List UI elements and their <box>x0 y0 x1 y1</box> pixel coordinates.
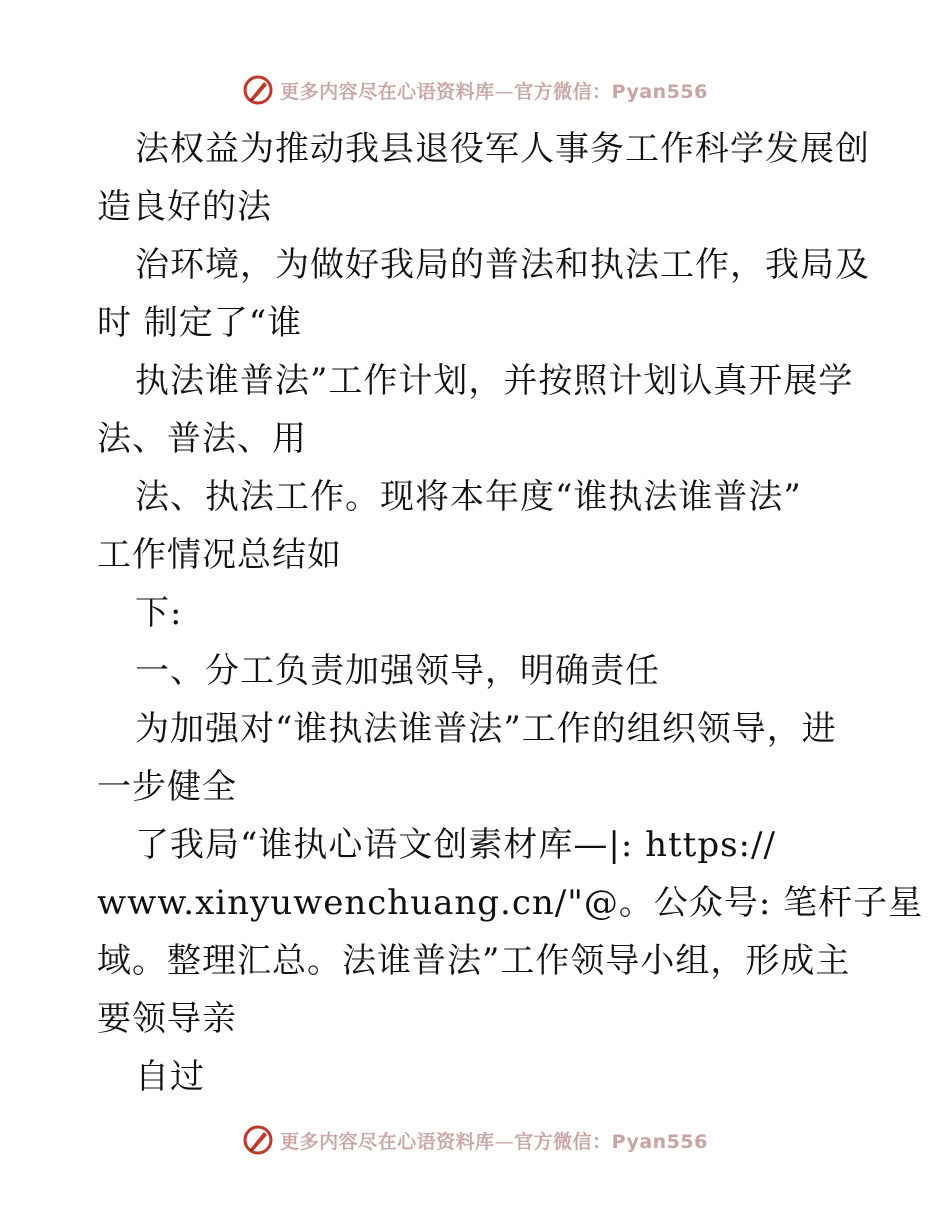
text-line: 下: <box>135 593 183 633</box>
pen-logo-icon <box>242 74 274 106</box>
text-line: 要领导亲 <box>97 999 237 1039</box>
document-body <box>97 120 924 1106</box>
text-line: 法、执法工作。现将本年度“谁执法谁普法” <box>135 477 802 517</box>
watermark-main: 更多内容尽在心语资料库 <box>280 80 495 103</box>
text-line: 为加强对“谁执法谁普法”工作的组织领导，进 <box>135 709 837 749</box>
text-line: 法、普法、用 <box>97 419 307 459</box>
pen-logo-icon <box>242 1124 274 1156</box>
watermark-dash: — <box>494 80 515 103</box>
watermark-wechat: 官方微信：Pyan556 <box>514 80 708 103</box>
text-line: 域。整理汇总。法谁普法”工作领导小组，形成主 <box>97 941 851 981</box>
text-line: 执法谁普法”工作计划，并按照计划认真开展学 <box>135 361 854 401</box>
watermark-dash: — <box>494 1130 515 1153</box>
section-heading: 一、分工负责加强领导，明确责任 <box>135 651 660 691</box>
text-line: 自过 <box>135 1057 205 1097</box>
text-line: 时 制定了“谁 <box>97 303 303 343</box>
text-line: 工作情况总结如 <box>97 535 342 575</box>
text-line: 治环境，为做好我局的普法和执法工作，我局及 <box>135 245 870 285</box>
text-line: 法权益为推动我县退役军人事务工作科学发展创 <box>135 129 870 169</box>
text-line: www.xinyuwenchuang.cn/"@。公众号: 笔杆子星 <box>97 883 924 923</box>
watermark-text <box>280 1127 708 1154</box>
header-watermark <box>0 70 950 110</box>
text-line: 了我局“谁执心语文创素材库—|: https:// <box>135 825 776 865</box>
watermark-main: 更多内容尽在心语资料库 <box>280 1130 495 1153</box>
watermark-text <box>280 77 708 104</box>
text-line: 造良好的法 <box>97 187 272 227</box>
text-line: 一步健全 <box>97 767 237 807</box>
watermark-wechat: 官方微信：Pyan556 <box>514 1130 708 1153</box>
footer-watermark <box>0 1120 950 1160</box>
